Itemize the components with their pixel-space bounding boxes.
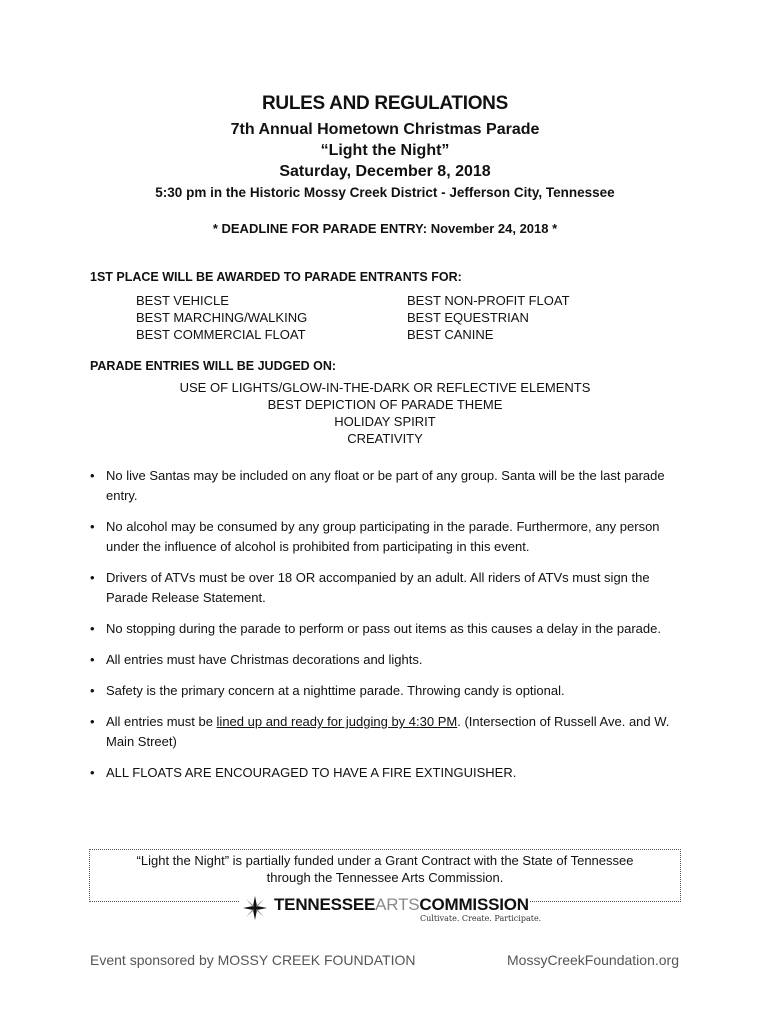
award-item: BEST NON-PROFIT FLOAT <box>407 293 570 308</box>
event-theme: “Light the Night” <box>320 142 450 159</box>
entry-deadline: * DEADLINE FOR PARADE ENTRY: November 24, 2018 * <box>212 221 558 236</box>
rule-item <box>90 650 690 670</box>
event-name: 7th Annual Hometown Christmas Parade <box>230 121 540 138</box>
rule-lineup-suffix: . (Intersection of Russell Ave. and W. Main Street) <box>106 714 670 749</box>
award-item: BEST COMMERCIAL FLOAT <box>136 327 306 342</box>
bullet-icon: • <box>90 519 95 534</box>
bullet-icon: • <box>90 683 95 698</box>
rule-text: Drivers of ATVs must be over 18 OR accompanied by an adult. All riders of ATVs must sign the Parade Release Statement. <box>106 570 650 605</box>
bullet-icon: • <box>90 468 95 483</box>
judging-criteria <box>0 379 770 447</box>
star-burst-icon <box>240 893 270 923</box>
event-time-location: 5:30 pm in the Historic Mossy Creek District - Jefferson City, Tennessee <box>155 185 615 200</box>
logo-part-arts: ARTS <box>375 895 420 914</box>
rule-item <box>90 568 690 608</box>
funding-line: through the Tennessee Arts Commission. <box>266 870 504 885</box>
tennessee-arts-commission-logo <box>240 893 542 927</box>
awards-right-column <box>407 292 570 343</box>
page-title: RULES AND REGULATIONS <box>262 93 508 114</box>
bullet-icon: • <box>90 765 95 780</box>
logo-tagline: Cultivate. Create. Participate. <box>420 914 542 923</box>
rule-lineup-deadline: lined up and ready for judging by 4:30 PM <box>216 714 458 729</box>
rule-text: All entries must have Christmas decorations and lights. <box>106 652 423 667</box>
rule-text: No live Santas may be included on any float or be part of any group. Santa will be the last parade entry. <box>106 468 665 503</box>
rule-text: ALL FLOATS ARE ENCOURAGED TO HAVE A FIRE EXTINGUISHER. <box>106 765 517 780</box>
logo-wordmark <box>274 895 529 915</box>
rule-text: No alcohol may be consumed by any group participating in the parade. Furthermore, any person under the influence of alcohol is prohibited from participating in this event. <box>106 519 660 554</box>
judging-criterion: USE OF LIGHTS/GLOW-IN-THE-DARK OR REFLECTIVE ELEMENTS <box>179 380 591 395</box>
rule-text: Safety is the primary concern at a nighttime parade. Throwing candy is optional. <box>106 683 565 698</box>
logo-part-tennessee: TENNESSEE <box>274 895 376 914</box>
award-item: BEST MARCHING/WALKING <box>136 310 308 325</box>
award-item: BEST CANINE <box>407 327 494 342</box>
funding-text <box>0 852 770 886</box>
rule-item <box>90 619 690 639</box>
rule-item <box>90 466 690 506</box>
logo-part-commission: COMMISSION <box>419 895 529 914</box>
rules-list <box>90 466 690 794</box>
bullet-icon: • <box>90 621 95 636</box>
rule-item <box>90 712 690 752</box>
rule-text: No stopping during the parade to perform or pass out items as this causes a delay in the parade. <box>106 621 661 636</box>
awards-heading: 1ST PLACE WILL BE AWARDED TO PARADE ENTRANTS FOR: <box>90 270 462 284</box>
bullet-icon: • <box>90 652 95 667</box>
judging-heading: PARADE ENTRIES WILL BE JUDGED ON: <box>90 359 337 373</box>
rule-item <box>90 763 690 783</box>
judging-criterion: HOLIDAY SPIRIT <box>334 414 436 429</box>
rule-item <box>90 681 690 701</box>
award-item: BEST VEHICLE <box>136 293 229 308</box>
judging-criterion: BEST DEPICTION OF PARADE THEME <box>267 397 503 412</box>
footer-website: MossyCreekFoundation.org <box>507 952 679 968</box>
awards-left-column <box>136 292 307 343</box>
rule-item <box>90 517 690 557</box>
funding-line: “Light the Night” is partially funded under a Grant Contract with the State of Tennessee <box>136 853 634 868</box>
event-date: Saturday, December 8, 2018 <box>279 163 491 180</box>
bullet-icon: • <box>90 570 95 585</box>
footer-sponsor: Event sponsored by MOSSY CREEK FOUNDATION <box>90 952 416 968</box>
judging-criterion: CREATIVITY <box>347 431 423 446</box>
bullet-icon: • <box>90 714 95 729</box>
rule-lineup-prefix: All entries must be <box>106 714 217 729</box>
award-item: BEST EQUESTRIAN <box>407 310 529 325</box>
